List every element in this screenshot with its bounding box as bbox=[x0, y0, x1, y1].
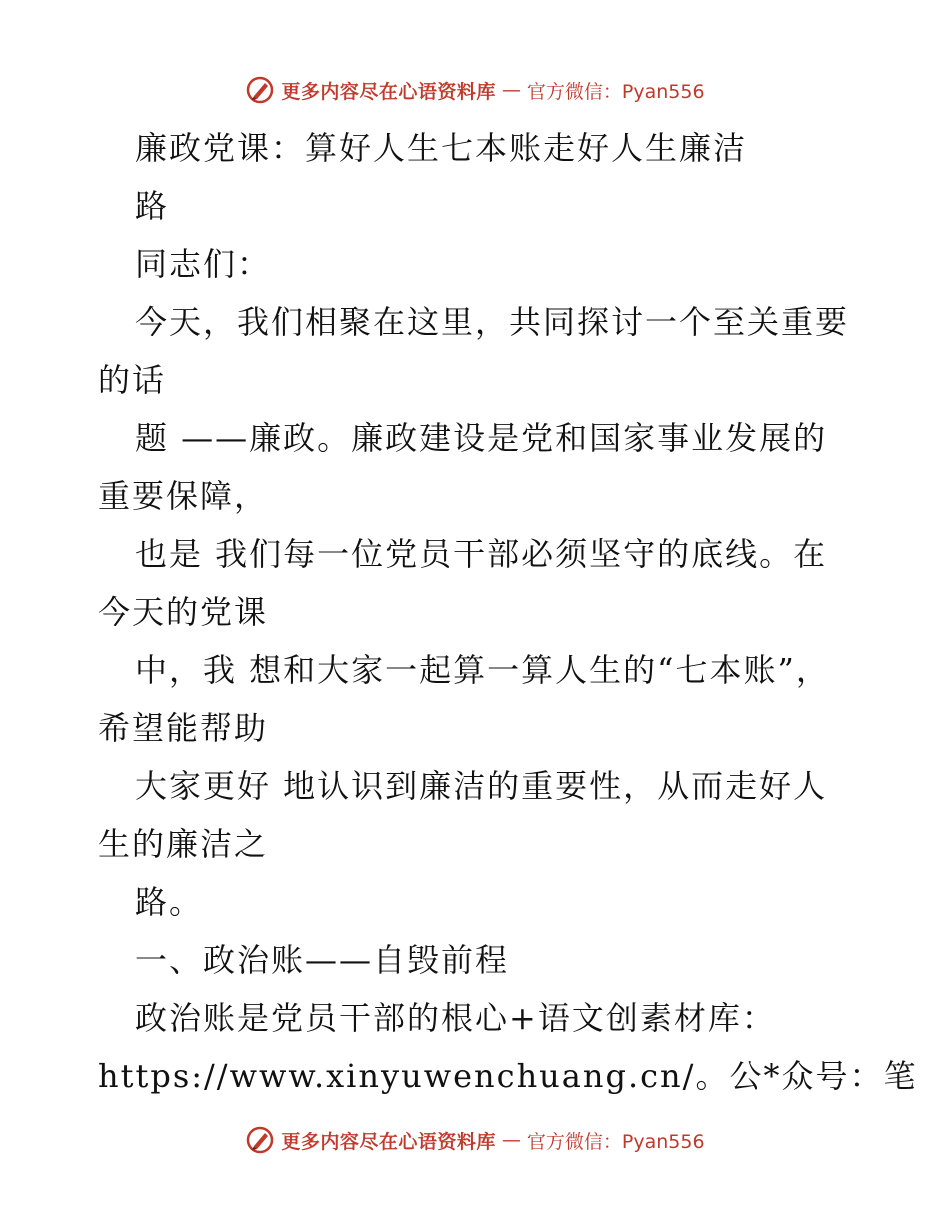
pen-logo-icon bbox=[245, 1125, 275, 1155]
watermark-wechat: 官方微信：Pyan556 bbox=[526, 1130, 705, 1153]
document-title-line-2: 路 bbox=[135, 187, 170, 225]
paragraph-line: 今天，我们相聚在这里，共同探讨一个至关重要 bbox=[135, 303, 850, 341]
header-watermark bbox=[0, 70, 950, 110]
paragraph-line: 今天的党课 bbox=[98, 593, 269, 631]
paragraph-line: 希望能帮助 bbox=[98, 709, 269, 747]
paragraph-line: 中，我 想和大家一起算一算人生的“七本账”， bbox=[135, 651, 830, 689]
watermark-banner bbox=[245, 1125, 704, 1155]
paragraph-line: 的话 bbox=[98, 361, 167, 399]
section-heading: 一、政治账——自毁前程 bbox=[135, 941, 510, 979]
paragraph-line-url: https://www.xinyuwenchuang.cn/。公*众号：笔 bbox=[98, 1057, 918, 1095]
paragraph-line: 政治账是党员干部的根心+语文创素材库： bbox=[135, 999, 776, 1037]
salutation: 同志们： bbox=[135, 245, 272, 283]
paragraph-line: 路。 bbox=[135, 883, 204, 921]
paragraph-line: 生的廉洁之 bbox=[98, 825, 269, 863]
paragraph-line: 重要保障， bbox=[98, 477, 269, 515]
watermark-wechat: 官方微信：Pyan556 bbox=[526, 80, 705, 103]
document-title-line-1: 廉政党课：算好人生七本账走好人生廉洁 bbox=[135, 129, 748, 167]
watermark-dash: — bbox=[501, 79, 521, 101]
paragraph-line: 也是 我们每一位党员干部必须坚守的底线。在 bbox=[135, 535, 828, 573]
watermark-dash: — bbox=[501, 1129, 521, 1151]
paragraph-line: 大家更好 地认识到廉洁的重要性，从而走好人 bbox=[135, 767, 828, 805]
watermark-text: 更多内容尽在心语资料库 bbox=[281, 80, 496, 103]
watermark-text: 更多内容尽在心语资料库 bbox=[281, 1130, 496, 1153]
pen-logo-icon bbox=[245, 75, 275, 105]
footer-watermark bbox=[0, 1120, 950, 1160]
watermark-banner bbox=[245, 75, 704, 105]
paragraph-line: 题 ——廉政。廉政建设是党和国家事业发展的 bbox=[135, 419, 828, 457]
